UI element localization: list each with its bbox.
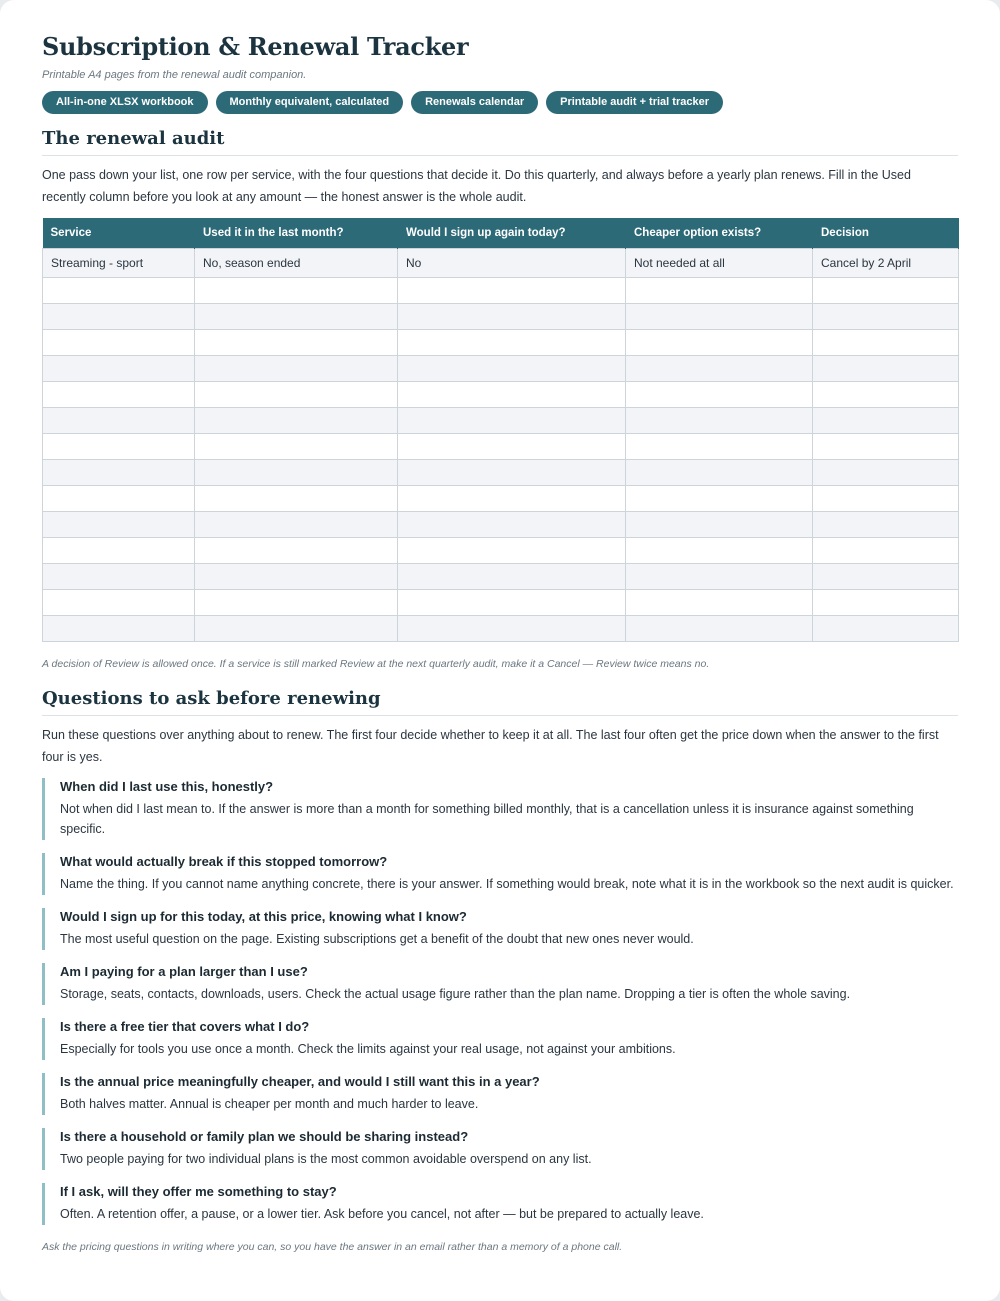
table-cell[interactable] <box>195 590 398 616</box>
table-cell[interactable] <box>43 330 195 356</box>
table-row <box>43 616 959 642</box>
table-cell[interactable] <box>626 434 813 460</box>
audit-note: A decision of Review is allowed once. If a service is still marked Review at the next quarterly audit, make it a Cancel — Review twice means no. <box>42 658 710 670</box>
table-cell[interactable]: Cancel by 2 April <box>813 249 959 278</box>
table-cell[interactable] <box>626 382 813 408</box>
table-cell[interactable] <box>195 382 398 408</box>
table-cell[interactable] <box>626 590 813 616</box>
table-cell[interactable] <box>195 486 398 512</box>
table-row <box>43 460 959 486</box>
question-title: Is the annual price meaningfully cheaper, and would I still want this in a year? <box>60 1074 540 1089</box>
questions-heading: Questions to ask before renewing <box>42 688 958 716</box>
table-cell[interactable] <box>43 434 195 460</box>
table-row <box>43 304 959 330</box>
table-cell[interactable] <box>43 408 195 434</box>
table-cell[interactable] <box>398 564 626 590</box>
question-answer: The most useful question on the page. Existing subscriptions get a benefit of the doubt that new ones never would. <box>60 932 694 946</box>
question-answer: Especially for tools you use once a month. Check the limits against your real usage, not against your ambitions. <box>60 1042 676 1056</box>
table-row <box>43 382 959 408</box>
question-block <box>42 963 958 1005</box>
question-title: If I ask, will they offer me something to stay? <box>60 1184 337 1199</box>
table-cell[interactable] <box>813 512 959 538</box>
column-header-cheaper-option: Cheaper option exists? <box>626 218 813 249</box>
question-title: Is there a free tier that covers what I do? <box>60 1019 310 1034</box>
table-cell[interactable] <box>195 330 398 356</box>
table-cell[interactable]: Not needed at all <box>626 249 813 278</box>
page-subtitle: Printable A4 pages from the renewal audit companion. <box>42 69 307 81</box>
table-cell[interactable] <box>43 538 195 564</box>
table-cell[interactable] <box>195 616 398 642</box>
question-answer: Two people paying for two individual plans is the most common avoidable overspend on any list. <box>60 1152 592 1166</box>
question-block <box>42 1073 958 1115</box>
table-row <box>43 590 959 616</box>
question-answer: Not when did I last mean to. If the answer is more than a month for something billed monthly, that is a cancellation unless it is insurance against something specific. <box>60 802 914 836</box>
table-row <box>43 486 959 512</box>
table-cell[interactable] <box>813 590 959 616</box>
column-header-used: Used it in the last month? <box>195 218 398 249</box>
feature-pill: Renewals calendar <box>411 91 538 114</box>
question-answer: Storage, seats, contacts, downloads, users. Check the actual usage figure rather than the plan name. Dropping a tier is often the whole saving. <box>60 987 851 1001</box>
table-cell[interactable] <box>398 512 626 538</box>
table-cell[interactable] <box>626 616 813 642</box>
table-cell[interactable] <box>195 512 398 538</box>
column-header-decision: Decision <box>813 218 959 249</box>
audit-table <box>42 218 959 642</box>
question-answer: Both halves matter. Annual is cheaper per month and much harder to leave. <box>60 1097 479 1111</box>
table-cell[interactable] <box>626 278 813 304</box>
question-title: When did I last use this, honestly? <box>60 779 274 794</box>
table-cell[interactable] <box>195 304 398 330</box>
table-cell[interactable] <box>626 512 813 538</box>
table-cell[interactable] <box>195 538 398 564</box>
table-cell[interactable] <box>43 382 195 408</box>
table-row <box>43 512 959 538</box>
table-cell[interactable] <box>813 486 959 512</box>
questions-footnote: Ask the pricing questions in writing where you can, so you have the answer in an email rather than a memory of a phone call. <box>42 1241 623 1253</box>
table-cell[interactable] <box>813 382 959 408</box>
question-answer: Name the thing. If you cannot name anything concrete, there is your answer. If something would break, note what it is in the workbook so the next audit is quicker. <box>60 877 954 891</box>
table-cell[interactable] <box>43 356 195 382</box>
question-block <box>42 1018 958 1060</box>
table-cell[interactable] <box>813 330 959 356</box>
table-cell[interactable] <box>195 278 398 304</box>
table-cell[interactable] <box>398 356 626 382</box>
question-block <box>42 853 958 895</box>
feature-pill: All-in-one XLSX workbook <box>42 91 208 114</box>
table-cell[interactable] <box>398 278 626 304</box>
table-cell[interactable] <box>398 538 626 564</box>
table-cell[interactable] <box>43 590 195 616</box>
table-cell[interactable] <box>195 356 398 382</box>
table-cell[interactable]: Streaming - sport <box>43 249 195 278</box>
table-row <box>43 249 959 278</box>
table-cell[interactable] <box>43 460 195 486</box>
table-cell[interactable] <box>43 278 195 304</box>
table-cell[interactable] <box>626 486 813 512</box>
question-title: Would I sign up for this today, at this price, knowing what I know? <box>60 909 467 924</box>
table-cell[interactable] <box>813 538 959 564</box>
question-title: What would actually break if this stopped tomorrow? <box>60 854 388 869</box>
table-cell[interactable] <box>626 538 813 564</box>
question-answer: Often. A retention offer, a pause, or a lower tier. Ask before you cancel, not after — but be prepared to actually leave. <box>60 1207 704 1221</box>
table-cell[interactable] <box>398 460 626 486</box>
table-row <box>43 278 959 304</box>
audit-heading: The renewal audit <box>42 128 958 156</box>
column-header-sign-up-again: Would I sign up again today? <box>398 218 626 249</box>
table-cell[interactable] <box>398 304 626 330</box>
questions-intro: Run these questions over anything about to renew. The first four decide whether to keep it at all. The last four often get the price down when the answer to the first four is yes. <box>42 728 939 764</box>
table-cell[interactable] <box>813 460 959 486</box>
table-cell[interactable] <box>195 460 398 486</box>
table-row <box>43 434 959 460</box>
table-cell[interactable] <box>43 616 195 642</box>
table-cell[interactable] <box>398 330 626 356</box>
table-cell[interactable] <box>43 304 195 330</box>
table-cell[interactable] <box>813 434 959 460</box>
table-cell[interactable] <box>43 486 195 512</box>
table-row <box>43 564 959 590</box>
question-title: Is there a household or family plan we should be sharing instead? <box>60 1129 469 1144</box>
table-cell[interactable] <box>398 590 626 616</box>
table-cell[interactable] <box>813 564 959 590</box>
table-row <box>43 408 959 434</box>
table-cell[interactable] <box>195 564 398 590</box>
question-block <box>42 1128 958 1170</box>
table-cell[interactable] <box>626 408 813 434</box>
table-row <box>43 330 959 356</box>
table-cell[interactable] <box>43 564 195 590</box>
table-cell[interactable]: No <box>398 249 626 278</box>
table-header-row <box>43 218 959 249</box>
feature-pill: Monthly equivalent, calculated <box>216 91 404 114</box>
table-cell[interactable] <box>813 616 959 642</box>
table-row <box>43 538 959 564</box>
table-cell[interactable] <box>398 616 626 642</box>
question-block <box>42 778 958 840</box>
table-cell[interactable] <box>813 356 959 382</box>
table-cell[interactable] <box>626 460 813 486</box>
question-block <box>42 1183 958 1225</box>
table-row <box>43 356 959 382</box>
table-cell[interactable] <box>398 434 626 460</box>
table-cell[interactable] <box>626 330 813 356</box>
question-block <box>42 908 958 950</box>
table-cell[interactable] <box>813 304 959 330</box>
table-cell[interactable] <box>195 434 398 460</box>
table-cell[interactable] <box>398 408 626 434</box>
table-cell[interactable]: No, season ended <box>195 249 398 278</box>
question-title: Am I paying for a plan larger than I use? <box>60 964 308 979</box>
table-cell[interactable] <box>398 382 626 408</box>
audit-intro: One pass down your list, one row per service, with the four questions that decide it. Do this quarterly, and always before a yearly plan renews. Fill in the Used recently column before you look at any amount — the honest answer is the whole audit. <box>42 168 911 204</box>
questions-list <box>42 778 958 1225</box>
feature-pills <box>42 91 958 114</box>
audit-table-body <box>43 249 959 642</box>
table-cell[interactable] <box>626 356 813 382</box>
page-title: Subscription & Renewal Tracker <box>42 32 469 61</box>
table-cell[interactable] <box>813 278 959 304</box>
table-cell[interactable] <box>43 512 195 538</box>
column-header-service: Service <box>43 218 195 249</box>
feature-pill: Printable audit + trial tracker <box>546 91 723 114</box>
table-cell[interactable] <box>195 408 398 434</box>
table-cell[interactable] <box>626 304 813 330</box>
table-cell[interactable] <box>813 408 959 434</box>
table-cell[interactable] <box>626 564 813 590</box>
table-cell[interactable] <box>398 486 626 512</box>
